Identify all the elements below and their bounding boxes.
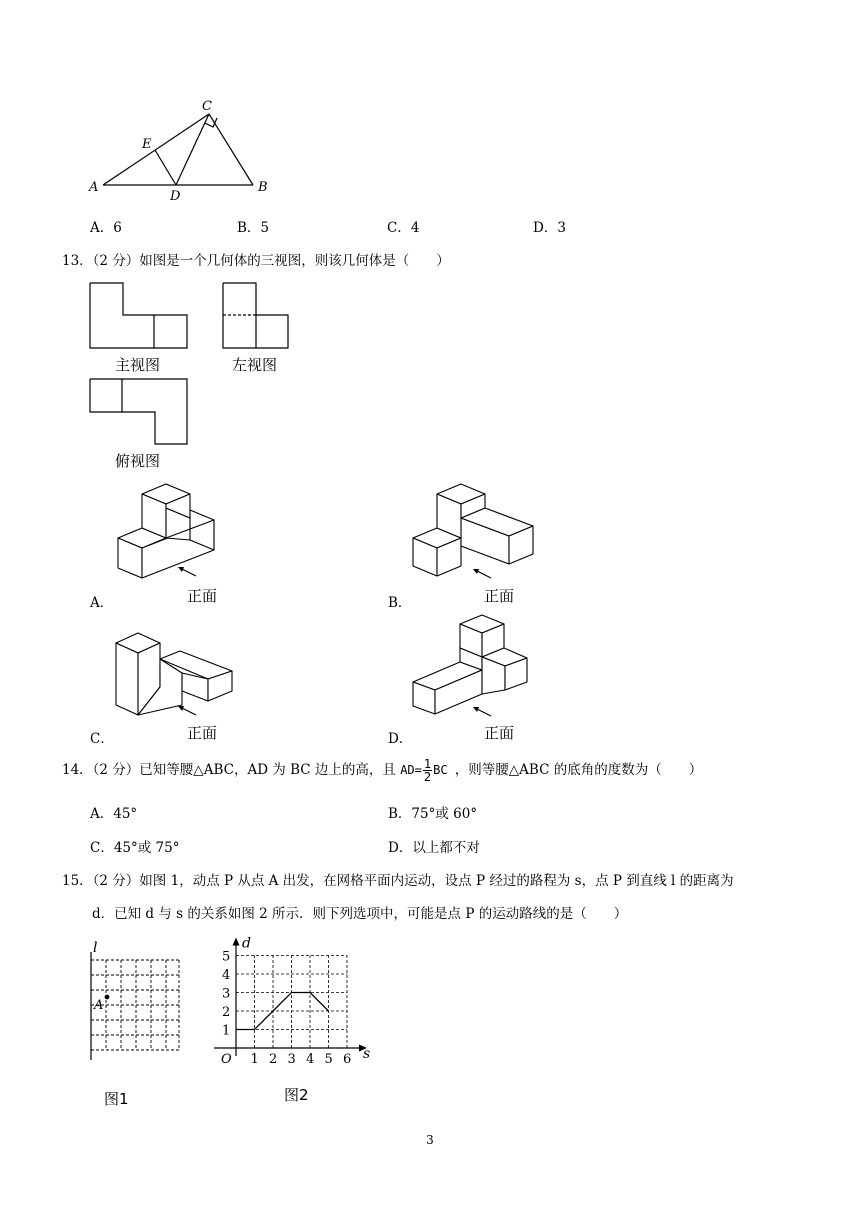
- y-axis-arrow: [233, 938, 240, 946]
- x-tick-label: 3: [287, 1052, 296, 1067]
- label-d: D: [170, 189, 181, 204]
- q14-stem: [62, 758, 702, 783]
- q14-fraction-den: 2: [423, 770, 432, 784]
- label-a: A: [89, 180, 99, 195]
- segment-ed: [155, 150, 176, 185]
- left-view-label: 左视图: [232, 356, 278, 374]
- y-axis-label: d: [242, 935, 251, 952]
- q15-stem-line2: d．已知 d 与 s 的关系如图 2 所示．则下列选项中，可能是点 P 的运动路线的是（ ）: [92, 906, 628, 922]
- x-tick-label: 2: [269, 1052, 278, 1067]
- q14-formula-left: AD=: [400, 763, 422, 777]
- q12-option-a[interactable]: A．6: [90, 220, 122, 236]
- side-cb: [209, 114, 253, 185]
- q14-formula: [400, 757, 455, 784]
- q14-option-b[interactable]: B．75°或 60°: [388, 806, 478, 822]
- q12-option-b[interactable]: B．5: [237, 220, 270, 236]
- y-tick-label: 4: [222, 968, 231, 983]
- q13-option-c-front-label: 正面: [187, 724, 218, 742]
- front-view: [89, 282, 189, 352]
- x-tick-label: 5: [324, 1052, 333, 1067]
- q13-option-a-solid: [110, 480, 230, 585]
- label-b: B: [258, 180, 268, 195]
- q15-figure-2-chart: [205, 928, 385, 1078]
- x-tick-label: 1: [250, 1052, 259, 1067]
- x-axis-label: s: [363, 1046, 371, 1062]
- label-c: C: [202, 99, 212, 114]
- q14-stem-before: 14．（2 分）已知等腰△ABC，AD 为 BC 边上的高，且: [62, 762, 396, 778]
- q14-stem-after: ，则等腰△ABC 的底角的度数为（ ）: [454, 762, 703, 778]
- q13-option-d-solid: [405, 612, 540, 720]
- page-number: 3: [426, 1133, 434, 1147]
- label-e: E: [142, 137, 152, 152]
- top-view: [89, 378, 189, 448]
- x-tick-label: 4: [306, 1052, 315, 1067]
- q13-option-b[interactable]: B．: [388, 595, 412, 611]
- q13-option-d-front-label: 正面: [484, 724, 515, 742]
- top-view-label: 俯视图: [115, 452, 161, 470]
- front-view-label: 主视图: [115, 356, 161, 374]
- point-a: [105, 995, 110, 1000]
- q12-option-d[interactable]: D．3: [533, 220, 566, 236]
- line-l-label: l: [93, 940, 98, 956]
- y-tick-label: 2: [222, 1005, 231, 1020]
- q14-formula-right: BC: [433, 763, 448, 777]
- figure-2-caption: 图2: [284, 1086, 309, 1104]
- figure-1-caption: 图1: [104, 1090, 129, 1108]
- q13-option-d[interactable]: D．: [388, 731, 413, 747]
- q14-fraction: [423, 758, 432, 783]
- q15-stem-line1: 15．（2 分）如图 1，动点 P 从点 A 出发，在网格平面内运动，设点 P 经过的路程为 s，点 P 到直线 l 的距离为: [62, 873, 734, 889]
- left-view: [222, 282, 292, 352]
- q13-option-c-solid: [110, 625, 240, 725]
- q15-figure-1: [78, 938, 188, 1063]
- q13-option-a[interactable]: A．: [90, 595, 114, 611]
- x-tick-label: 6: [343, 1052, 352, 1067]
- q13-option-b-solid: [405, 480, 540, 585]
- q13-option-a-front-label: 正面: [187, 587, 218, 605]
- q13-option-c[interactable]: C．: [90, 731, 114, 747]
- point-a-label: A: [94, 998, 104, 1013]
- q13-stem: 13．（2 分）如图是一个几何体的三视图，则该几何体是（ ）: [62, 253, 450, 269]
- y-tick-label: 5: [222, 949, 231, 965]
- y-tick-label: 3: [222, 986, 231, 1002]
- q12-triangle-figure: [85, 95, 285, 205]
- q14-option-d[interactable]: D．以上都不对: [388, 840, 480, 856]
- q12-option-c[interactable]: C．4: [387, 220, 420, 236]
- q14-option-a[interactable]: A．45°: [90, 806, 138, 822]
- y-tick-label: 1: [222, 1023, 231, 1039]
- q14-option-c[interactable]: C．45°或 75°: [90, 840, 180, 856]
- origin-label: O: [221, 1052, 232, 1067]
- q13-option-b-front-label: 正面: [484, 587, 515, 605]
- q14-fraction-num: 1: [423, 757, 432, 771]
